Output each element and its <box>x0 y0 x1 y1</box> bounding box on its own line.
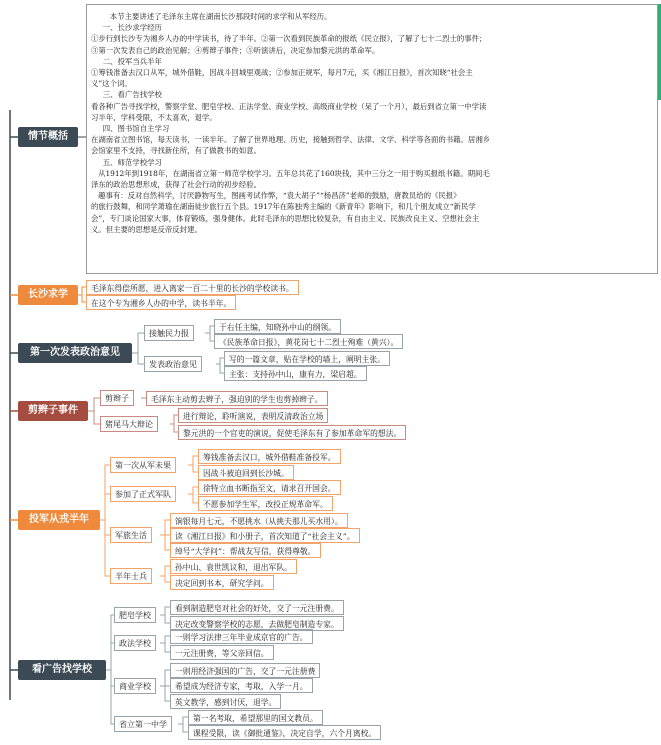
leaf-node[interactable]: 于右任主编，知晓孙中山的纲领。 <box>214 319 341 334</box>
topic-ad-school-search[interactable]: 看广告找学校 <box>18 660 106 680</box>
summary-line: 泽东的政治思想形成，获得了社会行动的初步经验。 <box>91 180 261 190</box>
summary-line: 在湖南省立图书馆，每天读书，一读半年。了解了世界地理、历史，接触到哲学、法律、文学、科学等各面的书籍。居湘乡 <box>91 135 491 145</box>
leaf-node[interactable]: 在这个专为湘乡人办的中学，读书半年。 <box>86 295 236 310</box>
leaf-node[interactable]: 筹钱准备去汉口，城外借鞋准备投军。 <box>198 449 341 464</box>
summary-line: 习半年，学科受限，不太喜欢，退学。 <box>91 112 217 122</box>
leaf-node[interactable]: 读《湘江日报》和小册子，首次知道了“社会主义”。 <box>170 528 360 543</box>
leaf-node[interactable]: 决定改变警察学校的志愿，去做肥皂制造专家。 <box>170 616 344 631</box>
leaf-node[interactable]: 一则学习法律三年毕业成京官的广告。 <box>170 629 313 644</box>
topic-first-political-opinion[interactable]: 第一次发表政治意见 <box>18 343 132 363</box>
leaf-node[interactable]: 写的一篇文章，贴在学校的墙上，阐明主张。 <box>224 351 390 366</box>
summary-line: 一、长沙求学经历 <box>91 23 162 33</box>
summary-line: 五、师范学校学习 <box>91 157 162 167</box>
leaf-node[interactable]: 决定回到书本，研究学问。 <box>170 575 274 590</box>
subtopic-business-school[interactable]: 商业学校 <box>114 678 156 694</box>
summary-line: 的旅行鼓舞，和同学萧瑜在湖南徒步旅行五个县。1917年在陈独秀主编的《新青年》影响下，和几个朋友成立“新民学 <box>91 202 476 212</box>
subtopic-join-army[interactable]: 参加了正式军队 <box>110 486 176 502</box>
summary-line: 二、投军当兵半年 <box>91 56 162 66</box>
leaf-node[interactable]: 饷银每月七元，不愿挑水（从挑夫那儿买水用）。 <box>170 513 348 528</box>
leaf-node[interactable]: 一元注册费，等父亲回信。 <box>170 645 274 660</box>
leaf-node[interactable]: 徐特立血书断指至文，请求召开国会。 <box>198 480 341 495</box>
summary-line: ①筹钱准备去汉口从军，城外借鞋，因战斗回城里观战；②参加正规军，每月7元，买《湘江日报》，首次知晓“社会主 <box>91 68 473 78</box>
topic-queue-cutting-event[interactable]: 剪辫子事件 <box>18 401 88 421</box>
topic-changsha-study[interactable]: 长沙求学 <box>18 285 78 305</box>
leaf-node[interactable]: 第一名考取，希望那里的国文教员。 <box>188 710 323 725</box>
subtopic-publish-opinion[interactable]: 发表政治意见 <box>144 356 202 372</box>
topic-army-half-year[interactable]: 投军从戎半年 <box>18 510 100 530</box>
subtopic-debate[interactable]: 猪尾马大辩论 <box>100 416 158 432</box>
leaf-node[interactable]: 不愿参加学生军，改投正规革命军。 <box>198 496 333 511</box>
subtopic-army-life[interactable]: 军旅生活 <box>110 527 152 543</box>
subtopic-law-school[interactable]: 政法学校 <box>114 635 156 651</box>
summary-line: ③第一次发表自己的政治见解；④剪辫子事件；⑤听演讲后，决定参加黎元洪的革命军。 <box>91 45 380 55</box>
leaf-node[interactable]: 看到制造肥皂对社会的好处，交了一元注册费。 <box>170 600 344 615</box>
subtopic-minli-newspaper[interactable]: 接触民力报 <box>144 325 194 341</box>
summary-box <box>86 4 658 274</box>
leaf-node[interactable]: 毛泽东主动剪去辫子，强迫别的学生也剪掉辫子。 <box>146 391 328 406</box>
summary-line: 四、图书馆自主学习 <box>91 124 170 134</box>
summary-line: 从1912年到1918年，在湖南省立第一师范学校学习。五年总共花了160块钱，其中三分之一用于购买报纸书籍。期间毛 <box>91 168 490 178</box>
subtopic-half-year-soldier[interactable]: 半年士兵 <box>110 568 152 584</box>
summary-line: 三、看广告找学校 <box>91 90 162 100</box>
summary-line: 义”这个词。 <box>91 79 132 89</box>
subtopic-cut-queue[interactable]: 剪辫子 <box>100 390 134 406</box>
leaf-node[interactable]: 《民族革命日报》，黄花岗七十二烈士殉难（黄兴）。 <box>214 334 403 349</box>
leaf-node[interactable]: 黎元洪的一个官吏的演说，促使毛泽东有了参加革命军的想法。 <box>178 425 406 440</box>
leaf-node[interactable]: 希望成为经济专家，考取，入学一月。 <box>170 678 313 693</box>
leaf-node[interactable]: 主张：支持孙中山，康有力，梁启超。 <box>224 366 367 381</box>
subtopic-first-enlist[interactable]: 第一次从军未果 <box>110 457 176 473</box>
leaf-node[interactable]: 英文教学，感到讨厌，退学。 <box>170 694 281 709</box>
leaf-node[interactable]: 一则用经济强国的广告，交了一元注册费 <box>170 663 320 678</box>
leaf-node[interactable]: 绰号“大学问”：帮战友写信，获得尊敬。 <box>170 543 321 558</box>
topic-plot-summary[interactable]: 情节概括 <box>18 127 78 147</box>
leaf-node[interactable]: 毛泽东得偿所愿，进入离家一百二十里的长沙的学校读书。 <box>86 280 299 295</box>
subtopic-soap-school[interactable]: 肥皂学校 <box>114 607 156 623</box>
summary-line: 看各种广告寻找学校，警察学堂、肥皂学校、正法学堂、商业学校、高级商业学校（呆了一个月），最后到省立第一中学读 <box>91 101 487 111</box>
summary-line: 会馆家里不支持，寻找新住所，有了做教书的如意。 <box>91 146 261 156</box>
summary-line: 趣事有：反对自然科学，讨厌静物写生，图画考试作弊，“袁大胡子”“杨昌济”老师的鼓励，唐教员给的《民报》 <box>91 191 461 201</box>
summary-line: ①步行到长沙专为湘乡人办的中学读书，待了半年。②第一次看到民族革命的报纸《民立报》，了解了七十二烈士的事件； <box>91 34 487 44</box>
summary-line: 会”，专门谈论国家大事，体育锻炼，强身健体。此时毛泽东的思想比较复杂，有自由主义、民族改良主义、空想社会主 <box>91 213 480 223</box>
summary-line: 本节主要讲述了毛泽东主席在湖南长沙那段时间的求学和从军经历。 <box>91 12 332 21</box>
leaf-node[interactable]: 因战斗被迫回到长沙城。 <box>198 465 294 480</box>
leaf-node[interactable]: 进行辩论，聆听演说，表明反清政治立场 <box>178 408 328 423</box>
summary-line: 义。但主要的思想是反帝反封建。 <box>91 224 202 234</box>
leaf-node[interactable]: 课程受限，读《御批通鉴》，决定自学，六个月离校。 <box>188 725 381 740</box>
subtopic-provincial-first-middle[interactable]: 省立第一中学 <box>114 716 172 732</box>
leaf-node[interactable]: 孙中山、袁世凯议和，退出军队。 <box>170 559 297 574</box>
